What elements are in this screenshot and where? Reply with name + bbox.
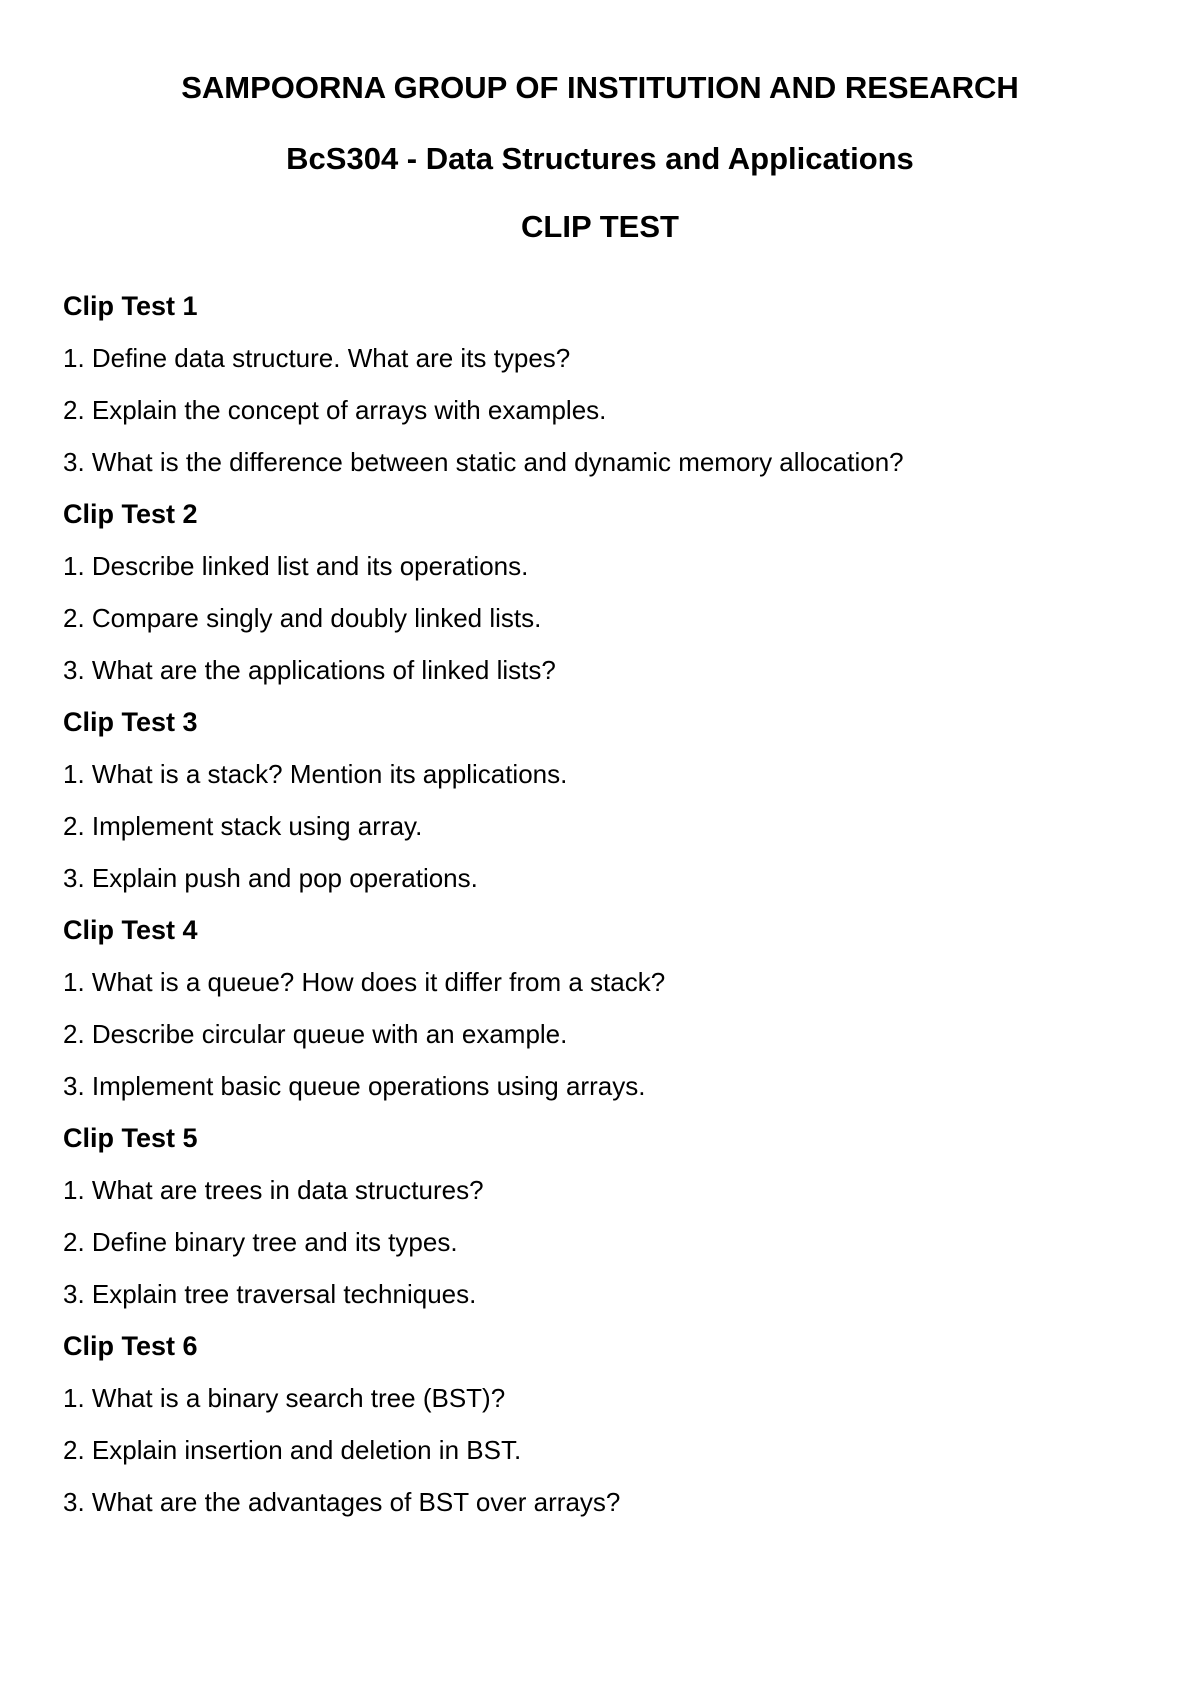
- section-heading: Clip Test 6: [63, 1331, 198, 1361]
- question: 3. What is the difference between static and dynamic memory allocation?: [63, 447, 904, 477]
- section-heading: Clip Test 2: [63, 499, 198, 529]
- clip-test-section: [63, 290, 1143, 478]
- clip-test-section: [63, 1330, 1143, 1518]
- question: 3. What are the applications of linked lists?: [63, 655, 556, 685]
- question: 3. Explain push and pop operations.: [63, 863, 478, 893]
- clip-test-section: [63, 706, 1143, 894]
- question: 3. What are the advantages of BST over arrays?: [63, 1487, 621, 1517]
- clip-test-list: [63, 290, 1143, 1538]
- clip-test-section: [63, 498, 1143, 686]
- section-heading: Clip Test 5: [63, 1123, 198, 1153]
- section-heading: Clip Test 4: [63, 915, 198, 945]
- course-title: BcS304 - Data Structures and Applications: [286, 141, 914, 176]
- section-heading: Clip Test 3: [63, 707, 198, 737]
- question: 2. Implement stack using array.: [63, 811, 423, 841]
- question: 3. Explain tree traversal techniques.: [63, 1279, 477, 1309]
- question: 3. Implement basic queue operations using arrays.: [63, 1071, 646, 1101]
- question: 2. Explain the concept of arrays with examples.: [63, 395, 607, 425]
- document-title: CLIP TEST: [521, 209, 679, 244]
- question: 1. What is a stack? Mention its applications.: [63, 759, 568, 789]
- question: 1. What is a binary search tree (BST)?: [63, 1383, 506, 1413]
- question: 2. Describe circular queue with an example.: [63, 1019, 568, 1049]
- question: 1. Define data structure. What are its types?: [63, 343, 571, 373]
- institution-name: SAMPOORNA GROUP OF INSTITUTION AND RESEARCH: [181, 70, 1019, 105]
- question: 2. Compare singly and doubly linked lists.: [63, 603, 542, 633]
- question: 1. What are trees in data structures?: [63, 1175, 484, 1205]
- question: 2. Explain insertion and deletion in BST.: [63, 1435, 522, 1465]
- section-heading: Clip Test 1: [63, 291, 198, 321]
- question: 1. What is a queue? How does it differ from a stack?: [63, 967, 666, 997]
- question: 1. Describe linked list and its operations.: [63, 551, 529, 581]
- clip-test-section: [63, 1122, 1143, 1310]
- clip-test-section: [63, 914, 1143, 1102]
- question: 2. Define binary tree and its types.: [63, 1227, 458, 1257]
